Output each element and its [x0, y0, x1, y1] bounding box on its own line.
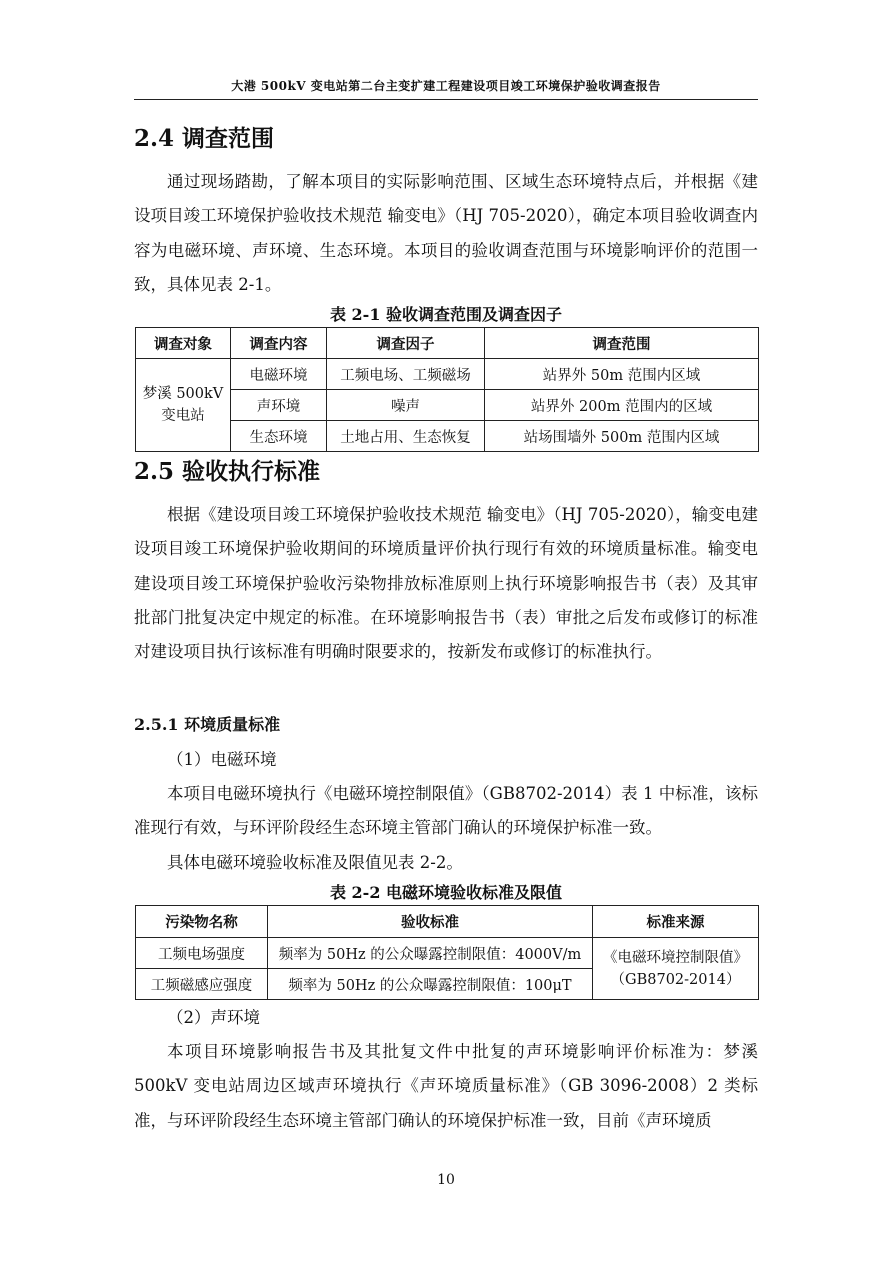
table-cell-content: 生态环境: [231, 421, 327, 452]
table-cell-factor: 工频电场、工频磁场: [327, 359, 485, 390]
table-2-2-header-standard: 验收标准: [268, 906, 593, 938]
section-2-4-paragraph: 通过现场踏勘，了解本项目的实际影响范围、区域生态环境特点后，并根据《建设项目竣工环境保护验收技术规范 输变电》（HJ 705-2020），确定本项目验收调查内容为电磁环境、声环境、生态环境。本项目的验收调查范围与环境影响评价的范围一致，具体见表 2-1。: [134, 172, 758, 294]
item-2-paragraph: 本项目环境影响报告书及其批复文件中批复的声环境影响评价标准为：梦溪 500kV 变电站周边区域声环境执行《声环境质量标准》（GB 3096-2008）2 类标准，与环评阶段经生态环境主管部门确认的环境保护标准一致，目前《声环境质: [134, 1042, 758, 1130]
table-2-1-header-scope: 调查范围: [485, 328, 759, 359]
table-cell-name: 工频磁感应强度: [136, 969, 268, 1000]
table-cell-name: 工频电场强度: [136, 938, 268, 969]
section-2-4-heading: 2.4 调查范围: [134, 125, 275, 152]
table-2-2-header-source: 标准来源: [593, 906, 759, 938]
table-2-1-header-object: 调查对象: [136, 328, 231, 359]
table-2-2-header-name: 污染物名称: [136, 906, 268, 938]
table-2-2-source-cell: 《电磁环境控制限值》（GB8702-2014）: [593, 938, 759, 1000]
table-cell-standard: 频率为 50Hz 的公众曝露控制限值：100μT: [268, 969, 593, 1000]
section-2-5-heading: 2.5 验收执行标准: [134, 458, 321, 485]
table-2-1-header-content: 调查内容: [231, 328, 327, 359]
table-cell-scope: 站界外 200m 范围内的区域: [485, 390, 759, 421]
table-cell-standard: 频率为 50Hz 的公众曝露控制限值：4000V/m: [268, 938, 593, 969]
table-row: [136, 938, 759, 969]
table-2-1-header-row: [136, 328, 759, 359]
table-2-1: [135, 327, 759, 452]
table-2-1-caption: 表 2-1 验收调查范围及调查因子: [329, 305, 563, 324]
section-2-5-paragraph: 根据《建设项目竣工环境保护验收技术规范 输变电》（HJ 705-2020），输变电建设项目竣工环境保护验收期间的环境质量评价执行现行有效的环境质量标准。输变电建设项目竣工环境保护验收污染物排放标准原则上执行环境影响报告书（表）及其审批部门批复决定中规定的标准。在环境影响报告书（表）审批之后发布或修订的标准对建设项目执行该标准有明确时限要求的，按新发布或修订的标准执行。: [134, 505, 758, 662]
table-cell-factor: 噪声: [327, 390, 485, 421]
item-2-title: （2）声环境: [167, 1008, 260, 1027]
table-2-2-caption: 表 2-2 电磁环境验收标准及限值: [329, 883, 563, 902]
table-2-1-header-factor: 调查因子: [327, 328, 485, 359]
section-2-5-1-heading: 2.5.1 环境质量标准: [134, 715, 281, 734]
item-1-note: 具体电磁环境验收标准及限值见表 2-2。: [167, 853, 463, 872]
table-cell-factor: 土地占用、生态恢复: [327, 421, 485, 452]
table-cell-content: 电磁环境: [231, 359, 327, 390]
page-number: 10: [437, 1172, 455, 1188]
table-2-2: [135, 905, 759, 1000]
table-2-2-header-row: [136, 906, 759, 938]
table-cell-scope: 站界外 50m 范围内区域: [485, 359, 759, 390]
table-cell-content: 声环境: [231, 390, 327, 421]
item-1-paragraph: 本项目电磁环境执行《电磁环境控制限值》（GB8702-2014）表 1 中标准，该标准现行有效，与环评阶段经生态环境主管部门确认的环境保护标准一致。: [134, 784, 758, 838]
table-2-1-object-cell: 梦溪 500kV 变电站: [136, 359, 231, 452]
running-header: 大港 500kV 变电站第二台主变扩建工程建设项目竣工环境保护验收调查报告: [231, 79, 661, 93]
table-cell-scope: 站场围墙外 500m 范围内区域: [485, 421, 759, 452]
header-rule: [134, 99, 758, 100]
table-row: [136, 359, 759, 390]
item-1-title: （1）电磁环境: [167, 750, 277, 769]
